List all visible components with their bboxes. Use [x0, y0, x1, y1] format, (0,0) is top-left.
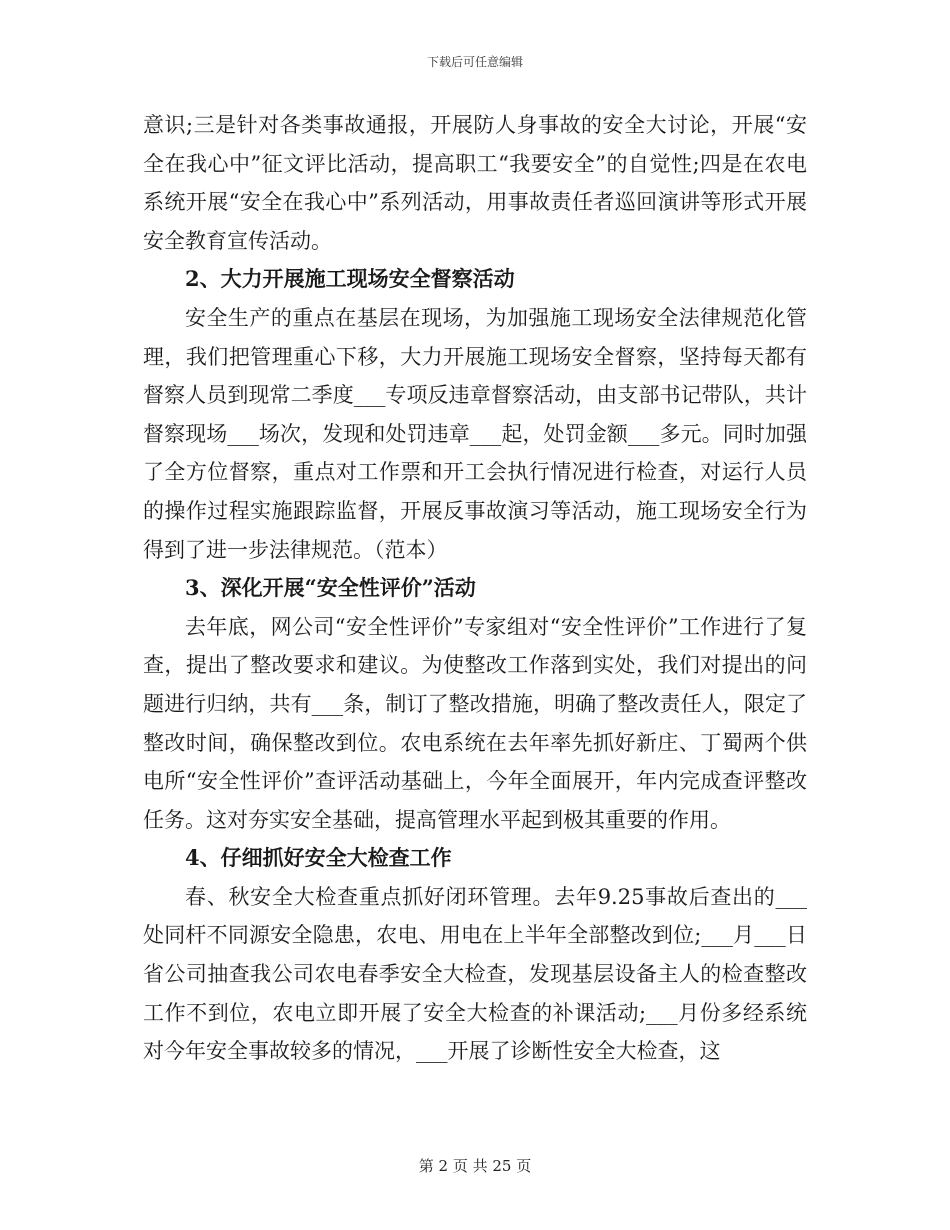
- paragraph-section-2: 安全生产的重点在基层在现场，为加强施工现场安全法律规范化管理，我们把管理重心下移，大力开展施工现场安全督察，坚持每天都有督察人员到现常二季度___专项反违章督察活动，由支部书记带队，共计督察现场___场次，发现和处罚违章___起，处罚金额___多元。同时加强了全方位督察，重点对工作票和开工会执行情况进行检查，对运行人员的操作过程实施跟踪监督，开展反事故演习等活动，施工现场安全行为得到了进一步法律规范。（范本）: [143, 305, 807, 562]
- section-heading-2: 2、大力开展施工现场安全督察活动: [185, 266, 515, 292]
- page-number: 第 2 页 共 25 页: [418, 1157, 532, 1175]
- document-body: [143, 106, 807, 1071]
- paragraph-continuation: 意识;三是针对各类事故通报，开展防人身事故的安全大讨论，开展“安全在我心中”征文评比活动，提高职工“我要安全”的自觉性;四是在农电系统开展“安全在我心中”系列活动，用事故责任者巡回演讲等形式开展安全教育宣传活动。: [143, 113, 807, 253]
- header-note: 下载后可任意编辑: [426, 55, 523, 69]
- paragraph-section-4: 春、秋安全大检查重点抓好闭环管理。去年9.25事故后查出的___处同杆不同源安全隐患，农电、用电在上半年全部整改到位;___月___日省公司抽查我公司农电春季安全大检查，发现基层设备主人的检查整改工作不到位，农电立即开展了安全大检查的补课活动;___月份多经系统对今年安全事故较多的情况，___开展了诊断性安全大检查，这: [143, 884, 807, 1064]
- section-heading-4: 4、仔细抓好安全大检查工作: [185, 845, 452, 871]
- paragraph-section-3: 去年底，网公司“安全性评价”专家组对“安全性评价”工作进行了复查，提出了整改要求和建议。为使整改工作落到实处，我们对提出的问题进行归纳，共有___条，制订了整改措施，明确了整改责任人，限定了整改时间，确保整改到位。农电系统在去年率先抓好新庄、丁蜀两个供电所“安全性评价”查评活动基础上，今年全面展开，年内完成查评整改任务。这对夯实安全基础，提高管理水平起到极其重要的作用。: [143, 614, 807, 832]
- section-heading-3: 3、深化开展“安全性评价”活动: [185, 575, 476, 601]
